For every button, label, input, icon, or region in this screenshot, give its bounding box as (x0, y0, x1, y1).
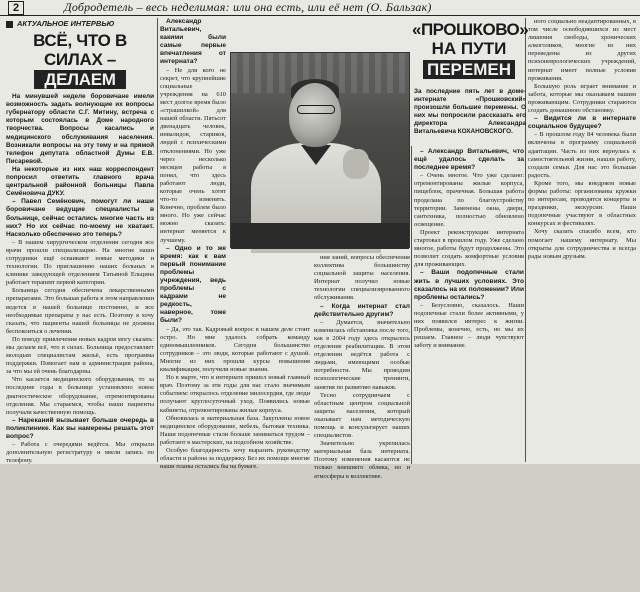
paragraph: – Да, это так. Кадровый вопрос в нашем деле стоит остро. Но мне удалось собрать команду единомышленников. Сегодня большинство сотрудников – это люди, которые работают с душой. Многие из них прошли курсы повышения квалификации, получили новые знания. (160, 325, 310, 374)
question: – Нареканий вызывает больше очередь в поликлинике. Как вы намерены решать этот вопрос? (6, 416, 154, 441)
paragraph: – Работа с очередями ведётся. Мы открыли дополнительную регистратуру и ввели запись по телефону. (6, 441, 154, 465)
rubric-square-icon (6, 21, 13, 28)
question: Александр Витальевич, какими были самые первые впечатления от интерната? (160, 18, 226, 66)
article-headline (6, 31, 154, 89)
portrait-photo (230, 52, 410, 248)
question: – Павел Семёнович, помогут ли наши боровичане ведущие специалисты в больнице, сейчас остались многие часть из них? Но их сейчас по-моему не хватает. Насколько обеспечено это теперь? (6, 198, 154, 238)
article-column-1 (6, 20, 154, 464)
paragraph: Больница сегодня обеспечена лекарственными препаратами. Это большая работа в этом направлении ведется в нашей больнице постоянно, и все необходимые препараты у нас есть. Поэтому я хочу сказать, что пациенты нашей больницы не должны беспокоиться о лечении. (6, 287, 154, 335)
paragraph: Что касается медицинского оборудования, то за последние годы в больнице установлено новое диагностическое оборудование, отремонтированы отделения. Мы стараемся, чтобы наши пациенты получали качественную помощь. (6, 376, 154, 416)
paragraph: Хочу сказать спасибо всем, кто помогает нашему интернату. Мы открыты для сотрудничества и всегда рады новым друзьям. (528, 228, 636, 260)
paragraph: ния заний, вопросы обеспечения коллектива большинству социальной защиты населения. Интернат получил новые технологии специализированного обслуживания. (314, 254, 410, 302)
paragraph: – Безусловно, сказалось. Наши подопечные стали более активными, у них появился интерес к жизни. Проблемы, конечно, есть, но мы их решаем. Главное – люди чувствуют заботу и внимание. (414, 301, 524, 350)
paragraph: – Очень многое. Что уже сделано: отремонтированы жилые корпуса, пищеблок, прачечная. Большая работа проделана по благоустройству территории. Заменены окна, двери, сантехника, полностью обновлено освещение. (414, 172, 524, 228)
article-intro: За последние пять лет в доме-интернате «Прошковский» произошли большие перемены. О них мы попросили рассказать его директора Александра Витальевича КОХАНОВСКОГО. (414, 88, 526, 135)
headline-line-2: ДЕЛАЕМ (34, 70, 125, 89)
headline-line-1: ВСЁ, ЧТО В СИЛАХ – (33, 31, 127, 70)
rubric-label: АКТУАЛЬНОЕ ИНТЕРВЬЮ (17, 19, 115, 28)
article-column-4 (414, 148, 524, 592)
paragraph: Значительно укрепилась материальная база интерната. Поэтому изменения касаются не только внешнего облика, но и атмосферы в коллективе. (314, 440, 410, 480)
rubric (6, 20, 154, 28)
column-divider (411, 146, 412, 464)
article-column-3 (314, 254, 410, 480)
question: – Александр Витальевич, что ещё удалось сделать за последнее время? (414, 148, 524, 172)
paragraph: Но в марте, что в интернате пришел новый главный врач. Поэтому за эти годы для нас стало значимым событием: открылось отделение милосердия, где люди получают круглосуточный уход. Появились новые кабинеты, отремонтированы жилые корпуса. (160, 374, 310, 414)
masthead-quote: Добродетель – весь неделимая: или она есть, или её нет (О. Бальзак) (64, 0, 432, 14)
paragraph: Тесно сотрудничаем с областным центром социальной защиты населения, который оказывает нам методическую помощь и консультирует наших специалистов. (314, 391, 410, 440)
masthead (0, 0, 640, 16)
question: – Одно и то же время: как к вам первый понимание проблемы учреждения, ведь проблемы с кадрами не редкость, наверное, тоже были? (160, 244, 226, 325)
paragraph: Проект реконструкции интерната стартовал в прошлом году. Уже сделано многое, работы будут продолжены. Это позволит создать комфортные условия для проживающих. (414, 228, 524, 269)
column-divider (157, 18, 158, 462)
paragraph: – В нашем хирургическом отделении сегодня все врачи прошли специализацию. На многие наши сотрудники ещё осваивают новые методики и технологии. По приглашению наших больных в клинике заведующей отделением Татьяной Ельцина работает терапевт первой категории. (6, 238, 154, 287)
headline-line-1: «ПРОШКОВО» (412, 20, 529, 39)
headline-line-2: НА ПУТИ (431, 39, 507, 58)
article-lead: На минувшей неделе боровичане имели возможность задать волнующие их вопросы губернатору области С.Г. Митину, встреча с которым состоялась в Доме народного творчества. Вопросы касались и медицинского обслуживания населения. Возникали вопросы на эту тему и на прямой телефон депутата областной Думы Е.В. Писаревой. (6, 93, 154, 165)
question: – Ваши подопечные стали жить в лучших условиях. Это сказалось на их положении? Или проблемы остались? (414, 269, 524, 301)
question: – Когда интернат стал действительно другим? (314, 302, 410, 318)
paragraph: Кроме того, мы внедряем новые формы работы: организованы кружки по интересам, проводятся концерты и праздники, экскурсии. Наши подопечные участвуют в областных конкурсах и фестивалях. (528, 179, 636, 228)
question: – Видится ли в интернате социальное будущее? (528, 115, 636, 131)
paragraph: Большую роль играет внимание и забота, которые мы оказываем нашим проживающим. Сотрудники стараются создать домашнюю обстановку. (528, 82, 636, 115)
paragraph: – Думается, значительно изменилась обстановка после того, как в 2004 году здесь открылось отделение реабилитации. В этом отделении ведётся работа с людьми, имеющими особые потребности. Мы проводим психологические тренинги, занятия по развитию навыков. (314, 318, 410, 391)
paragraph: – Не для кого не секрет, что крупнейшие социальные учреждения на 610 мест долгое время было «страшилкой» для нашей области. Пятьсот двенадцать человек, инвалидов, стариков, людей с психическими отклонениями. Но уже через несколько месяцев работы я понял, что здесь работают люди, которые очень хотят что-то изменить. Конечно, проблем было много. Но уже сейчас можно сказать: интернат меняется к лучшему. (160, 66, 226, 244)
paragraph: Особую благодарность хочу выразить руководству области и района за поддержку. Без их помощи многие наши планы остались бы на бумаге. (160, 446, 310, 471)
article-lead-2: На некоторые из них наш корреспондент попросил ответить главного врача центральной районной больницы Павла Семёновича ДУКУ. (6, 165, 154, 198)
paragraph: ного социально неадаптированных, в том числе освободившихся из мест лишения свободы, хронических алкоголиков, многие из них переведены из других психоневрологических учреждений, интернат имеет полные условия проживания. (528, 18, 636, 82)
paragraph: – В прошлом году 84 человека были включены в программу социальной адаптации. Часть из них вернулась к самостоятельной жизни, нашли работу, создали семьи. Для нас это большая радость. (528, 131, 636, 179)
article-column-5 (528, 18, 636, 462)
paragraph: Обновилась и материальная база. Закуплены новое медицинское оборудование, мебель, бытовая техника. Наши подопечные стали больше заниматься трудом – работают в мастерских, на подсобном хозяйстве. (160, 414, 310, 446)
page-number: 2 (8, 1, 24, 15)
paragraph: По поводу привлечения новых кадров могу сказать: мы делаем всё, что в силах. Больница предоставляет молодым специалистам жильё, есть программа поддержки. Помогает нам и администрация района, за что мы ей очень благодарны. (6, 335, 154, 376)
headline-line-3: ПЕРЕМЕН (423, 60, 515, 79)
